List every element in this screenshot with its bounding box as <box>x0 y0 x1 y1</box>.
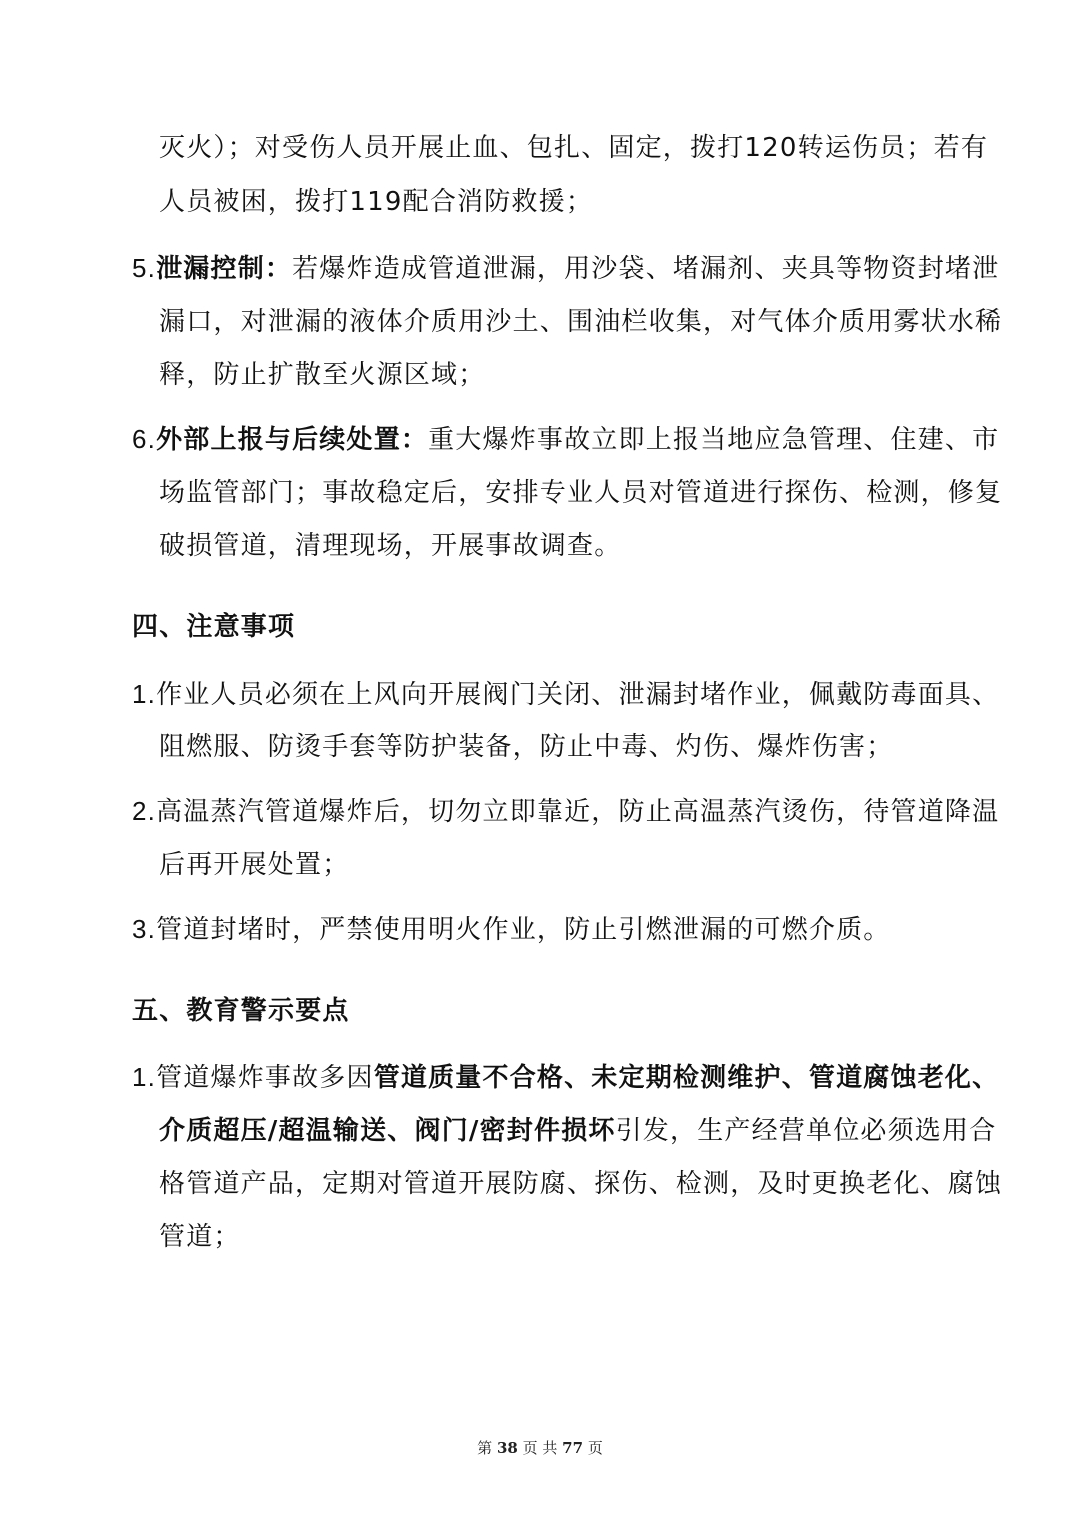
item-title: 外部上报与后续处置： <box>156 425 429 455</box>
total-page-number: 77 <box>562 1439 584 1457</box>
section-heading: 四、注意事项 <box>132 612 296 642</box>
list-number: 6. <box>132 424 157 454</box>
footer-prefix: 第 <box>477 1439 493 1457</box>
list-number: 2. <box>132 796 157 826</box>
text: 场监管部门；事故稳定后，安排专业人员对管道进行探伤、检测，修复 <box>159 478 1003 508</box>
list-number: 1. <box>132 679 157 709</box>
text: 管道爆炸事故多因 <box>156 1063 374 1093</box>
text: 高温蒸汽管道爆炸后，切勿立即靠近，防止高温蒸汽烫伤，待管道降温 <box>156 797 1000 827</box>
footer-mid: 页 共 <box>522 1439 558 1457</box>
current-page-number: 38 <box>496 1439 518 1457</box>
list-item-1 <box>132 676 999 713</box>
section-heading: 五、教育警示要点 <box>132 996 350 1026</box>
text: 阻燃服、防烫手套等防护装备，防止中毒、灼伤、爆炸伤害； <box>159 732 894 762</box>
text: 漏口，对泄漏的液体介质用沙土、围油栏收集，对气体介质用雾状水稀 <box>159 307 1003 337</box>
list-number: 1. <box>132 1062 157 1092</box>
emphasis: 介质超压/超温输送、阀门/密封件损坏 <box>159 1116 616 1146</box>
paragraph-line <box>159 184 593 220</box>
list-item-1 <box>132 1059 999 1096</box>
footer-suffix: 页 <box>587 1439 603 1457</box>
paragraph-line <box>159 1166 1002 1202</box>
text: 引发，生产经营单位必须选用合 <box>615 1116 997 1146</box>
list-number: 3. <box>132 914 157 944</box>
text: 破损管道，清理现场，开展事故调查。 <box>159 531 622 561</box>
paragraph-line <box>159 1219 241 1255</box>
paragraph-line <box>159 130 988 166</box>
text: 人员被困，拨打119配合消防救援； <box>159 187 594 217</box>
text: 后再开展处置； <box>159 850 350 880</box>
text: 作业人员必须在上风向开展阀门关闭、泄漏封堵作业，佩戴防毒面具、 <box>156 680 1000 710</box>
text: 释，防止扩散至火源区域； <box>159 360 486 390</box>
paragraph-line <box>159 1113 996 1149</box>
paragraph-line <box>159 729 893 765</box>
list-number: 5. <box>132 253 157 283</box>
text: 管道； <box>159 1222 241 1252</box>
text: 管道封堵时，严禁使用明火作业，防止引燃泄漏的可燃介质。 <box>156 915 891 945</box>
emphasis: 管道质量不合格、未定期检测维护、管道腐蚀老化、 <box>373 1063 1000 1093</box>
list-item-2 <box>132 793 999 830</box>
text: 灭火）；对受伤人员开展止血、包扎、固定，拨打120转运伤员；若有 <box>159 133 989 163</box>
text: 重大爆炸事故立即上报当地应急管理、住建、市 <box>428 425 1000 455</box>
list-item-3 <box>132 911 891 948</box>
paragraph-line <box>159 357 485 393</box>
paragraph-line <box>159 475 1002 511</box>
page-footer <box>0 1438 1080 1458</box>
list-item-6 <box>132 421 999 458</box>
paragraph-line <box>159 528 621 564</box>
item-title: 泄漏控制： <box>156 254 293 284</box>
paragraph-line <box>159 847 349 883</box>
paragraph-line <box>159 304 1002 340</box>
list-item-5 <box>132 250 999 287</box>
text: 若爆炸造成管道泄漏，用沙袋、堵漏剂、夹具等物资封堵泄 <box>292 254 1000 284</box>
text: 格管道产品，定期对管道开展防腐、探伤、检测，及时更换老化、腐蚀 <box>159 1169 1003 1199</box>
